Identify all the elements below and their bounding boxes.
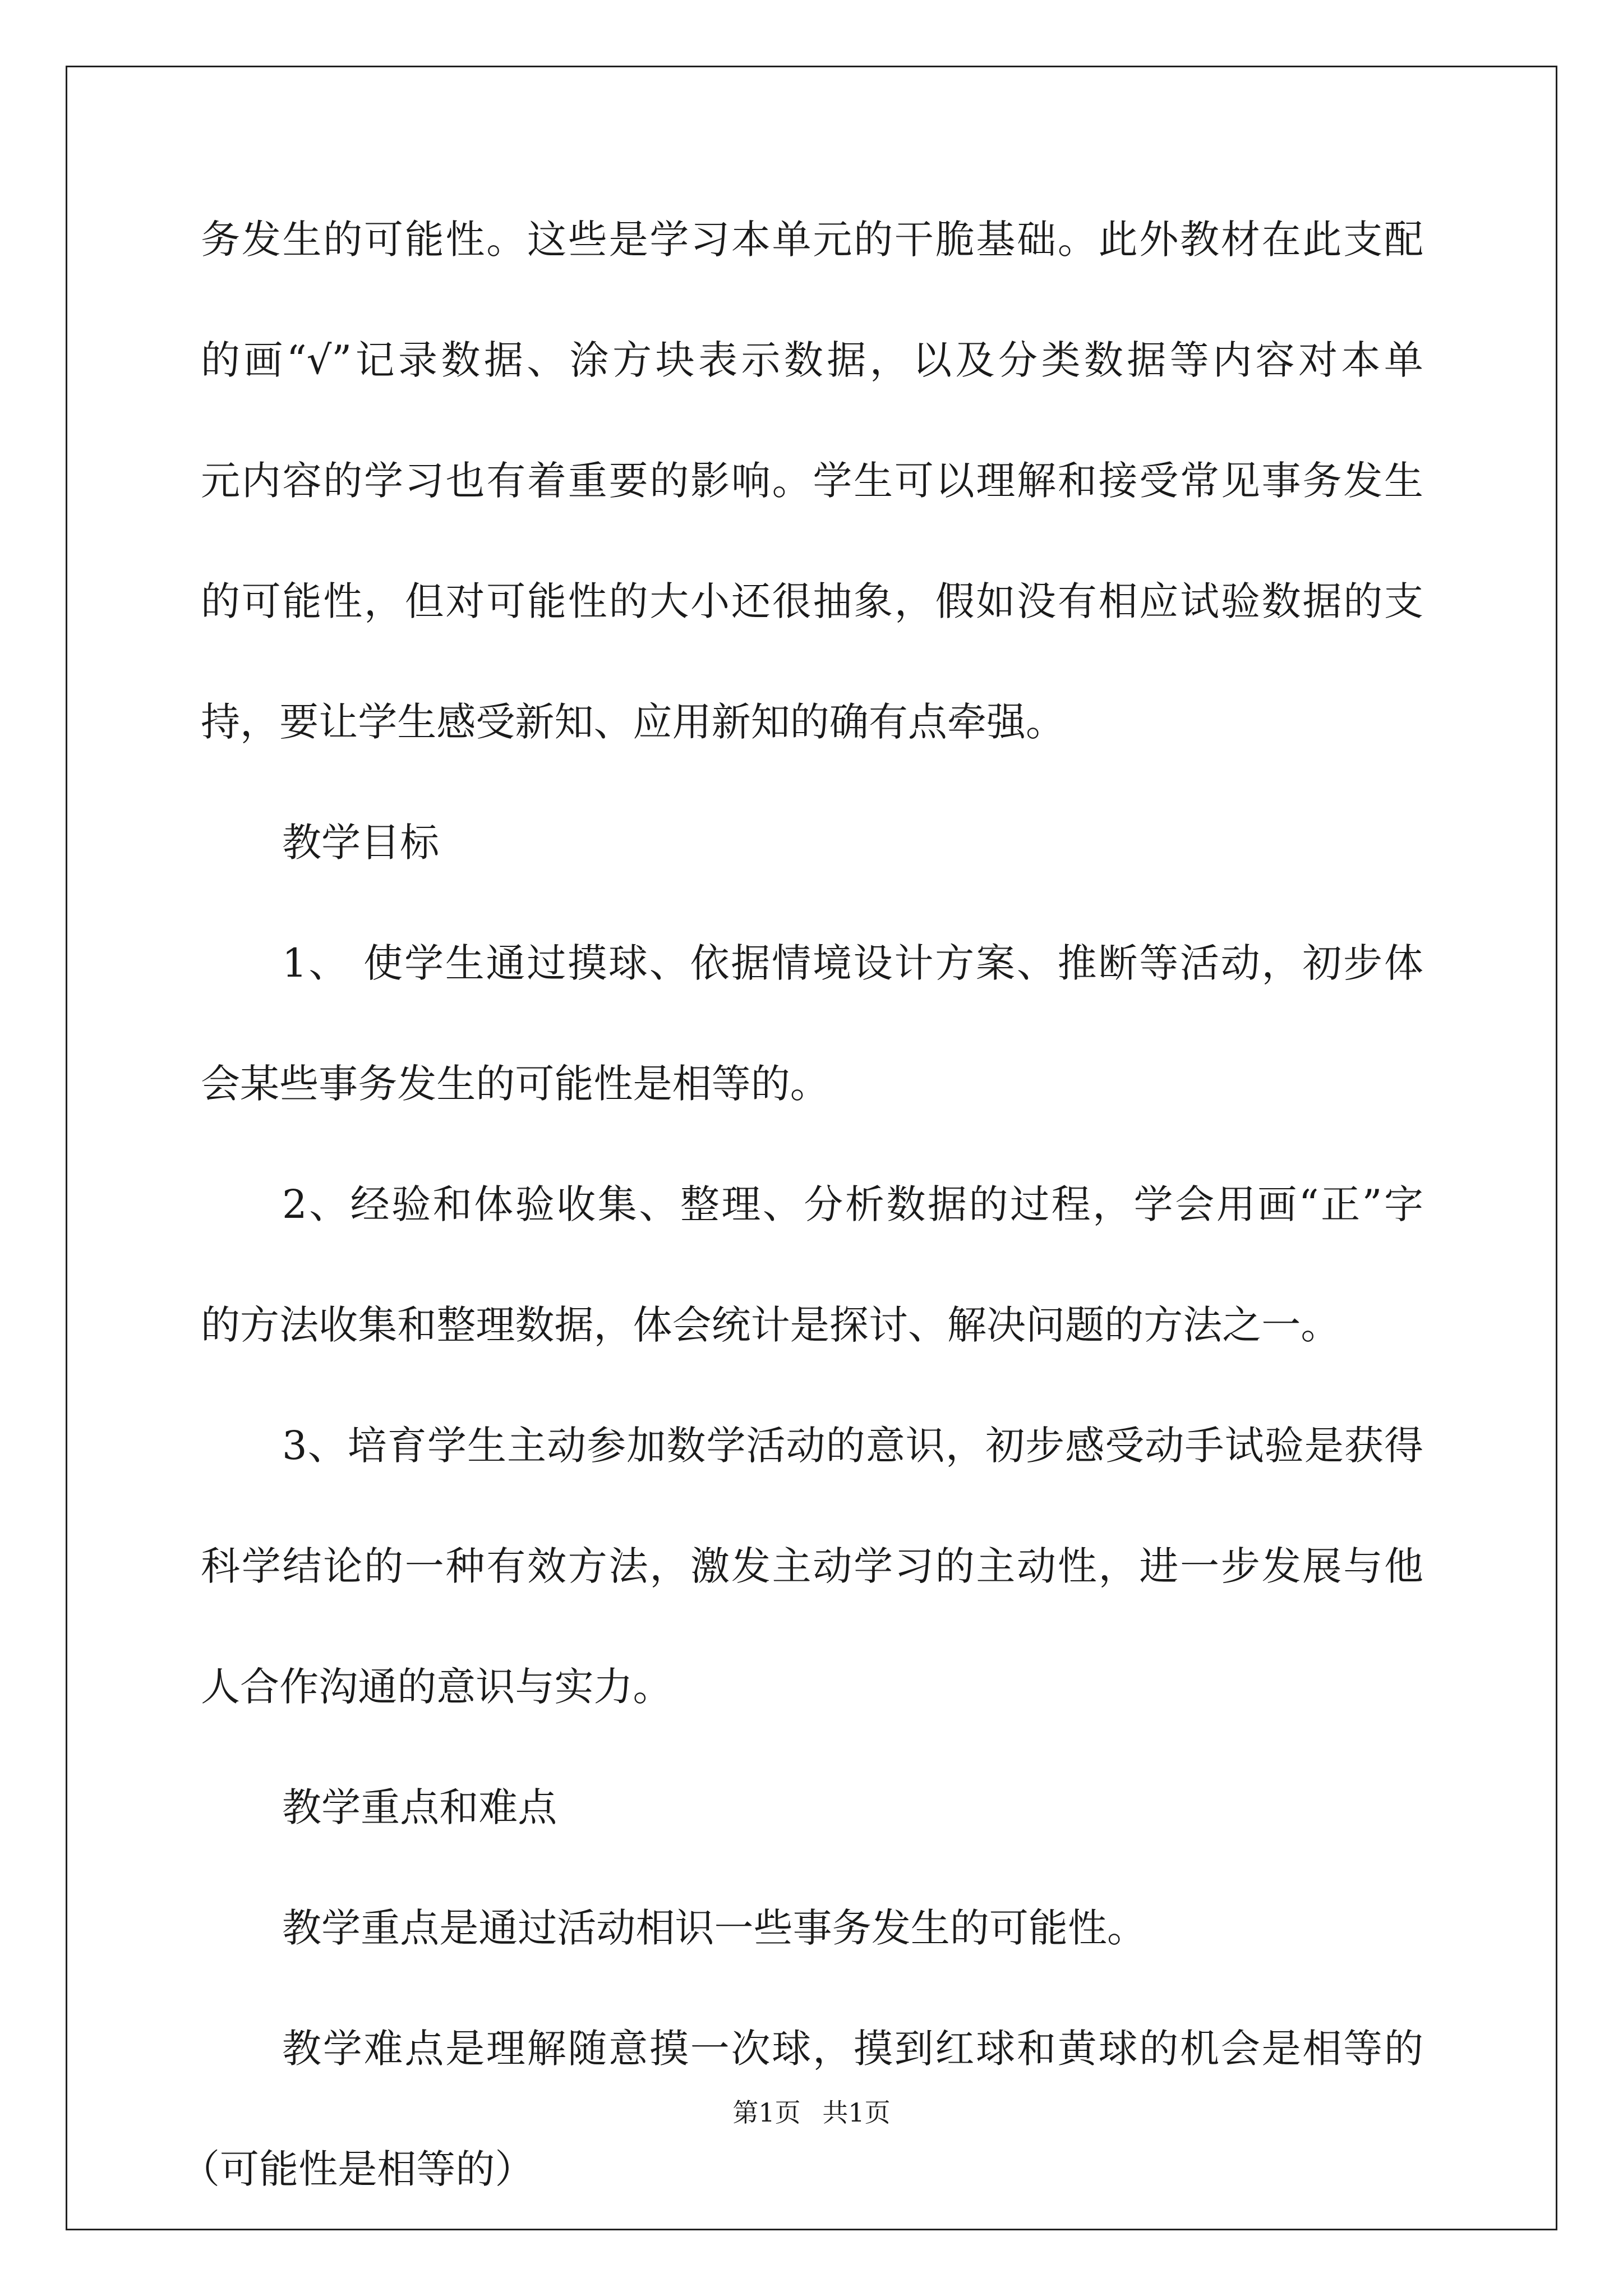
text-line: 的方法收集和整理数据，体会统计是探讨、解决问题的方法之一。 (201, 1302, 1340, 1348)
text-line: 3、培育学生主动参加数学活动的意识，初步感受动手试验是获得 (282, 1423, 1423, 1469)
text-line: 持，要让学生感受新知、应用新知的确有点牵强。 (201, 699, 1066, 745)
text-line: 人合作沟通的意识与实力。 (201, 1664, 672, 1710)
section-heading-key-points: 教学重点和难点 (282, 1784, 557, 1830)
text-line: 科学结论的一种有效方法，激发主动学习的主动性，进一步发展与他 (201, 1543, 1423, 1589)
text-line: 元内容的学习也有着重要的影响。学生可以理解和接受常见事务发生 (201, 458, 1423, 504)
text-line: 务发生的可能性。这些是学习本单元的干脆基础。此外教材在此支配 (201, 217, 1423, 263)
text-line: 教学难点是理解随意摸一次球，摸到红球和黄球的机会是相等的 (282, 2026, 1423, 2072)
page-number-total: 共1页 (822, 2097, 891, 2128)
text-line: （可能性是相等的） (181, 2146, 534, 2192)
text-line: 1、 使学生通过摸球、依据情境设计方案、推断等活动，初步体 (282, 940, 1423, 986)
page-footer (0, 2096, 1623, 2129)
text-line: 的可能性，但对可能性的大小还很抽象，假如没有相应试验数据的支 (201, 578, 1423, 624)
page-number-current: 第1页 (732, 2097, 801, 2128)
section-heading-objectives: 教学目标 (282, 820, 440, 866)
text-line: 会某些事务发生的可能性是相等的。 (201, 1061, 829, 1107)
text-line: 的画“√”记录数据、涂方块表示数据，以及分类数据等内容对本单 (201, 337, 1423, 383)
text-line: 2、经验和体验收集、整理、分析数据的过程，学会用画“正”字 (282, 1181, 1423, 1227)
text-line: 教学重点是通过活动相识一些事务发生的可能性。 (282, 1905, 1147, 1951)
